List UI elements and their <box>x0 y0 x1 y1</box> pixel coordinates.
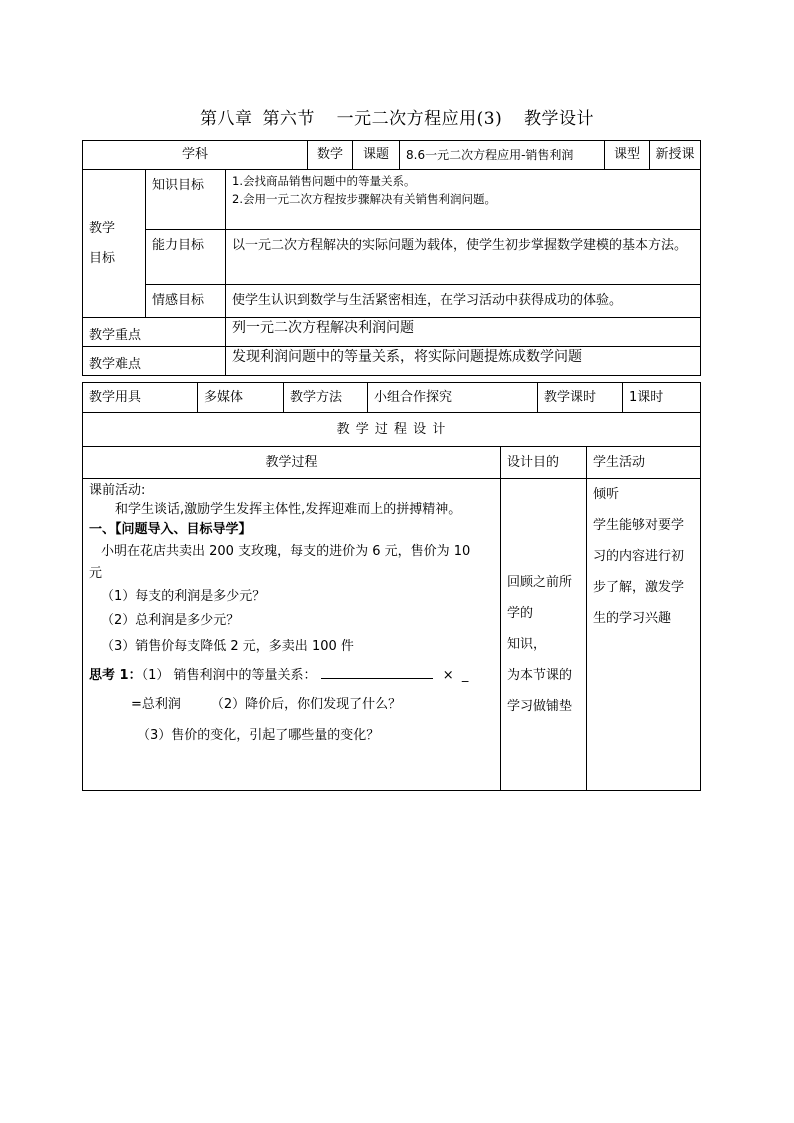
activity-line: 习的内容进行初 <box>593 549 685 564</box>
knowledge-item: 2.会用一元二次方程按步骤解决有关销售利润问题。 <box>232 192 496 206</box>
goals-label: 教学 目标 <box>83 170 146 318</box>
type-value: 新授课 <box>650 141 701 170</box>
total-profit: =总利润 <box>131 697 181 712</box>
key-point-label: 教学重点 <box>83 318 226 347</box>
activity-line: 倾听 <box>593 487 620 502</box>
emotion-goal-label: 情感目标 <box>146 285 226 318</box>
tools-value: 多媒体 <box>198 383 284 413</box>
activity-line: 学生能够对要学 <box>593 518 685 533</box>
activity-line: 步了解，激发学 <box>593 580 685 595</box>
column-purpose: 设计目的 <box>501 447 587 479</box>
purpose-line: 学的 <box>507 606 534 621</box>
problem-text-end: 元 <box>89 566 103 581</box>
subject-label: 学科 <box>83 141 308 170</box>
problem-text: 小明在花店共卖出 200 支玫瑰，每支的进价为 6 元，售价为 10 <box>101 544 471 559</box>
dash-blank: _ <box>461 668 469 683</box>
ability-goal-label: 能力目标 <box>146 230 226 285</box>
answer-blank[interactable] <box>321 666 433 679</box>
lesson-info-table <box>82 140 701 376</box>
column-activity: 学生活动 <box>587 447 701 479</box>
purpose-line: 回顾之前所 <box>507 575 573 590</box>
pre-activity-text: 和学生谈话,激励学生发挥主体性,发挥迎难而上的拼搏精神。 <box>115 502 462 517</box>
key-point-text: 列一元二次方程解决利润问题 <box>226 318 701 347</box>
think-question-a: （1） 销售利润中的等量关系： <box>141 668 317 683</box>
activity-line: 生的学习兴趣 <box>593 611 672 626</box>
question-2: （2）总利润是多少元？ <box>101 613 240 628</box>
tools-table <box>82 382 701 413</box>
hours-value: 1课时 <box>623 383 701 413</box>
think-line-1 <box>89 661 494 691</box>
times-sign: × <box>442 668 454 683</box>
type-label: 课型 <box>605 141 650 170</box>
pre-activity-label: 课前活动: <box>89 483 146 498</box>
process-table <box>82 412 701 791</box>
subject-value: 数学 <box>308 141 353 170</box>
process-header: 教 学 过 程 设 计 <box>83 413 701 447</box>
knowledge-goal-label: 知识目标 <box>146 170 226 230</box>
activity-content <box>587 479 701 791</box>
think-question-b: （2）降价后，你们发现了什么？ <box>210 697 402 712</box>
knowledge-goal-text <box>226 170 701 230</box>
process-content <box>83 479 501 791</box>
difficulty-text: 发现利润问题中的等量关系，将实际问题提炼成数学问题 <box>226 347 701 376</box>
purpose-line: 学习做铺垫 <box>507 699 573 714</box>
purpose-line: 知识， <box>507 637 547 652</box>
section-heading: 一、【问题导入、目标导学】 <box>89 522 252 537</box>
ability-goal-text: 以一元二次方程解决的实际问题为载体，使学生初步掌握数学建模的基本方法。 <box>226 230 701 285</box>
hours-label: 教学课时 <box>538 383 623 413</box>
think-label: 思考 1： <box>89 668 142 683</box>
tools-label: 教学用具 <box>83 383 198 413</box>
document-title: 第八章 第六节 一元二次方程应用(3) 教学设计 <box>200 109 594 129</box>
purpose-content <box>501 479 587 791</box>
column-process: 教学过程 <box>83 447 501 479</box>
topic-value: 8.6一元二次方程应用-销售利润 <box>400 141 605 170</box>
difficulty-label: 教学难点 <box>83 347 226 376</box>
knowledge-item: 1.会找商品销售问题中的等量关系。 <box>232 174 416 188</box>
think-question-c: （3）售价的变化，引起了哪些量的变化？ <box>137 728 380 743</box>
question-1: （1）每支的利润是多少元？ <box>101 589 266 604</box>
question-3: （3）销售价每支降低 2 元，多卖出 100 件 <box>101 639 354 654</box>
method-label: 教学方法 <box>284 383 368 413</box>
topic-label: 课题 <box>353 141 400 170</box>
purpose-line: 为本节课的 <box>507 668 573 683</box>
emotion-goal-text: 使学生认识到数学与生活紧密相连，在学习活动中获得成功的体验。 <box>226 285 701 318</box>
method-value: 小组合作探究 <box>368 383 538 413</box>
think-line-2 <box>89 691 494 719</box>
